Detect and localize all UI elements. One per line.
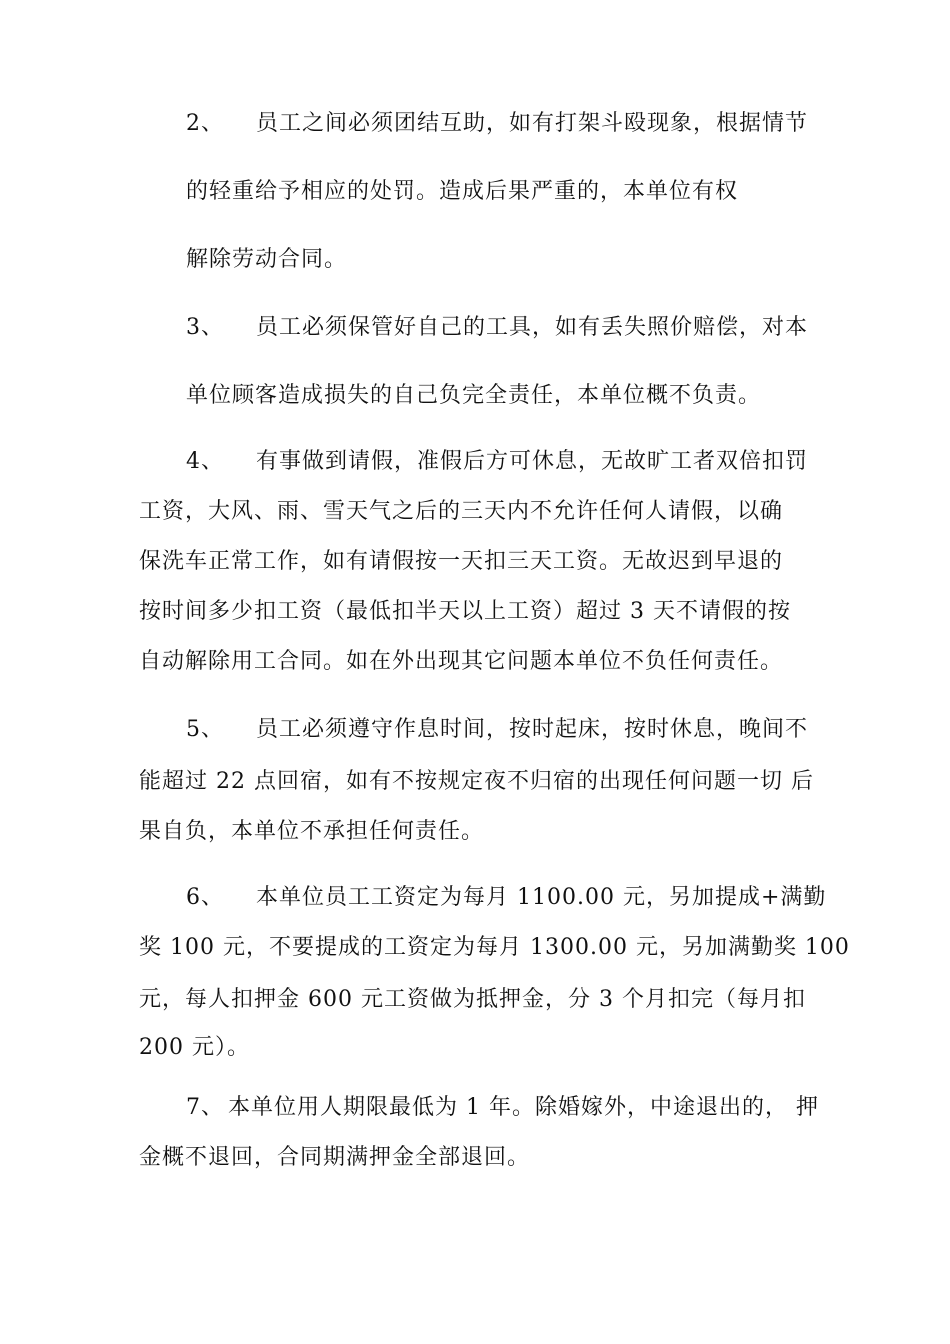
clause-4-first-line xyxy=(186,447,808,477)
clause-6-line-3: 元，每人扣押金 600 元工资做为抵押金，分 3 个月扣完（每月扣 xyxy=(139,987,806,1012)
clause-text: 本单位员工工资定为每月 1100.00 元，另加提成+满勤 xyxy=(256,885,827,910)
clause-5-line-2: 能超过 22 点回宿，如有不按规定夜不归宿的出现任何问题一切 后 xyxy=(139,769,814,794)
clause-3-first-line xyxy=(186,313,808,343)
clause-6-line-4: 200 元）。 xyxy=(139,1035,250,1060)
clause-5-line-3: 果自负，本单位不承担任何责任。 xyxy=(139,819,485,844)
clause-number: 4、 xyxy=(186,449,224,474)
clause-number: 7、 xyxy=(186,1095,224,1120)
clause-2-line-3: 解除劳动合同。 xyxy=(186,247,348,272)
clause-2-line-2: 的轻重给予相应的处罚。造成后果严重的，本单位有权 xyxy=(186,179,739,204)
clause-text: 本单位用人期限最低为 1 年。除婚嫁外，中途退出的， 押 xyxy=(228,1095,819,1120)
clause-number: 6、 xyxy=(186,885,224,910)
clause-text: 员工必须保管好自己的工具，如有丢失照价赔偿，对本 xyxy=(256,315,809,340)
clause-text: 员工必须遵守作息时间，按时起床，按时休息，晚间不 xyxy=(256,717,809,742)
clause-number: 2、 xyxy=(186,111,224,136)
clause-7-line-2: 金概不退回，合同期满押金全部退回。 xyxy=(139,1145,531,1170)
clause-text: 有事做到请假，准假后方可休息，无故旷工者双倍扣罚 xyxy=(256,449,809,474)
clause-6-line-2: 奖 100 元，不要提成的工资定为每月 1300.00 元，另加满勤奖 100 xyxy=(139,935,850,960)
clause-2-first-line xyxy=(186,109,808,139)
clause-number: 3、 xyxy=(186,315,224,340)
clause-4-line-3: 保洗车正常工作，如有请假按一天扣三天工资。无故迟到早退的 xyxy=(139,549,784,574)
clause-4-line-2: 工资，大风、雨、雪天气之后的三天内不允许任何人请假，以确 xyxy=(139,499,784,524)
clause-4-line-5: 自动解除用工合同。如在外出现其它问题本单位不负任何责任。 xyxy=(139,649,784,674)
clause-7-first-line xyxy=(186,1093,819,1123)
clause-3-line-2: 单位顾客造成损失的自己负完全责任，本单位概不负责。 xyxy=(186,383,762,408)
clause-text: 员工之间必须团结互助，如有打架斗殴现象，根据情节 xyxy=(256,111,809,136)
clause-4-line-4: 按时间多少扣工资（最低扣半天以上工资）超过 3 天不请假的按 xyxy=(139,599,791,624)
clause-number: 5、 xyxy=(186,717,224,742)
clause-5-first-line xyxy=(186,715,808,745)
clause-6-first-line xyxy=(186,883,826,913)
